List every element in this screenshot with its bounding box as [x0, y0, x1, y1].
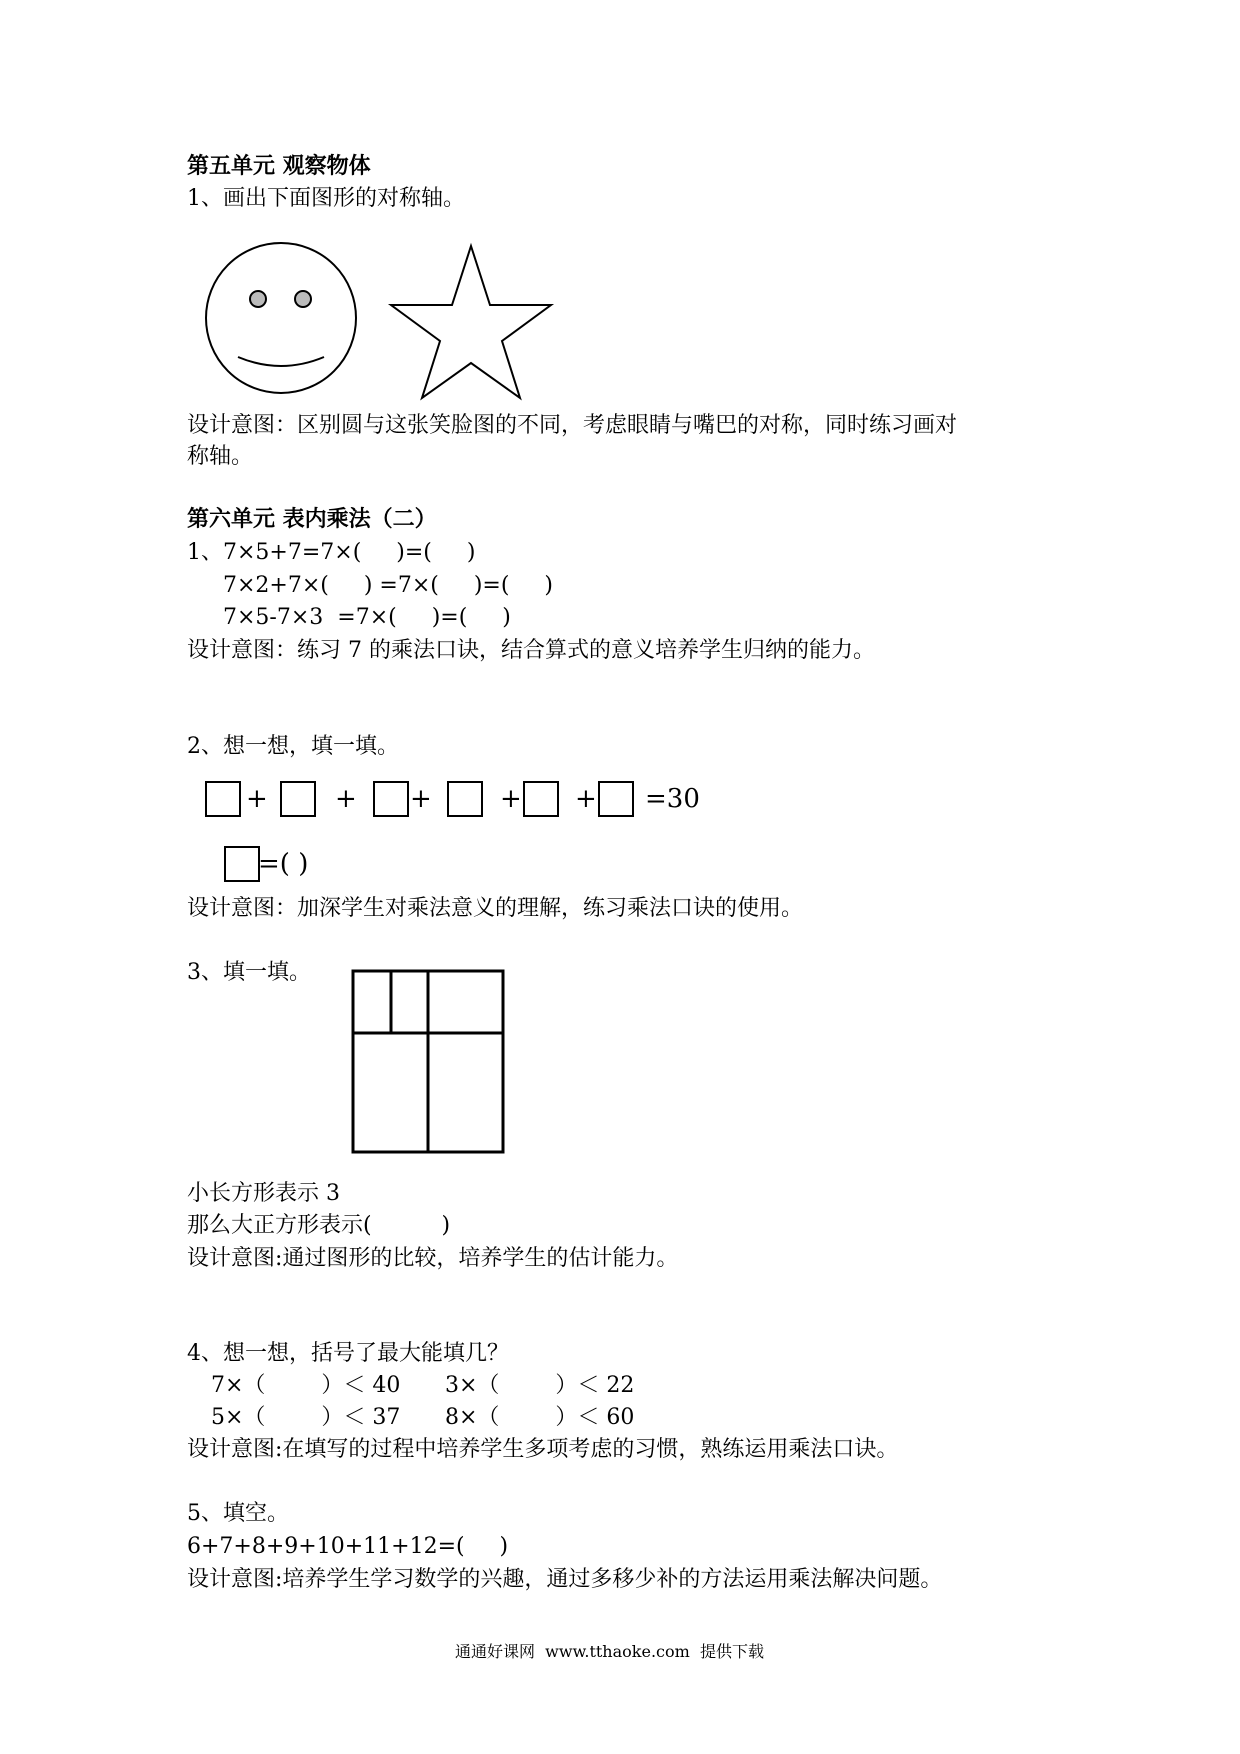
unit6-q4-design-intent: 设计意图:在填写的过程中培养学生多项考虑的习惯，熟练运用乘法口诀。: [187, 1437, 899, 1462]
blank-box[interactable]: [205, 781, 241, 817]
plus-sign: +: [500, 784, 522, 814]
unit6-q3-design-intent: 设计意图:通过图形的比较，培养学生的估计能力。: [187, 1246, 679, 1271]
unit6-q4-row1b: 3×（ ）＜ 22: [445, 1373, 635, 1398]
unit6-q1-line1: 1、7×5+7=7×( )=( ): [187, 540, 476, 565]
unit6-heading: 第六单元 表内乘法（二）: [187, 507, 437, 532]
blank-box[interactable]: [280, 781, 316, 817]
unit6-q5-line1: 6+7+8+9+10+11+12=( ): [187, 1534, 509, 1559]
blank-box-answer[interactable]: [224, 846, 260, 882]
unit6-q4-row1a: 7×（ ）＜ 40: [211, 1373, 401, 1398]
smiley-and-star-figure: [200, 240, 580, 405]
unit6-q2-design-intent: 设计意图：加深学生对乘法意义的理解，练习乘法口诀的使用。: [187, 896, 804, 921]
square-grid-figure: [350, 968, 510, 1158]
plus-sign: +: [246, 784, 268, 814]
unit6-q4-title: 4、想一想，括号了最大能填几？: [187, 1341, 509, 1366]
unit6-q1-line3: 7×5-7×3 =7×( )=( ): [223, 605, 511, 630]
blank-box[interactable]: [523, 781, 559, 817]
blank-box[interactable]: [598, 781, 634, 817]
unit6-q1-design-intent: 设计意图：练习 7 的乘法口诀，结合算式的意义培养学生归纳的能力。: [187, 638, 875, 663]
unit5-heading: 第五单元 观察物体: [187, 154, 371, 179]
plus-sign: +: [575, 784, 597, 814]
blank-box[interactable]: [373, 781, 409, 817]
plus-sign: +: [335, 784, 357, 814]
unit6-q5-title: 5、填空。: [187, 1501, 289, 1526]
unit6-q3-line1: 小长方形表示 3: [187, 1181, 340, 1206]
unit5-design-intent-cont: 称轴。: [187, 444, 254, 469]
q2-answer-parentheses: =( ): [258, 849, 309, 879]
page-footer: 通通好课网 www.tthaoke.com 提供下载: [455, 1642, 764, 1661]
unit6-q4-row2b: 8×（ ）＜ 60: [445, 1405, 635, 1430]
unit6-q2-title: 2、想一想，填一填。: [187, 734, 399, 759]
unit6-q5-design-intent: 设计意图:培养学生学习数学的兴趣，通过多移少补的方法运用乘法解决问题。: [187, 1567, 943, 1592]
star-icon: [391, 246, 551, 398]
unit6-q1-line2: 7×2+7×( ) =7×( )=( ): [223, 573, 553, 598]
smiley-face-icon: [206, 243, 356, 393]
plus-sign: +: [410, 784, 432, 814]
unit5-question-1: 1、画出下面图形的对称轴。: [187, 186, 465, 211]
unit6-q4-row2a: 5×（ ）＜ 37: [211, 1405, 401, 1430]
unit6-q3-title: 3、填一填。: [187, 960, 311, 985]
equation-result: =30: [645, 784, 700, 814]
blank-box[interactable]: [447, 781, 483, 817]
unit5-design-intent: 设计意图：区别圆与这张笑脸图的不同，考虑眼睛与嘴巴的对称，同时练习画对: [187, 413, 958, 438]
unit6-q3-line2: 那么大正方形表示( ): [187, 1213, 451, 1238]
